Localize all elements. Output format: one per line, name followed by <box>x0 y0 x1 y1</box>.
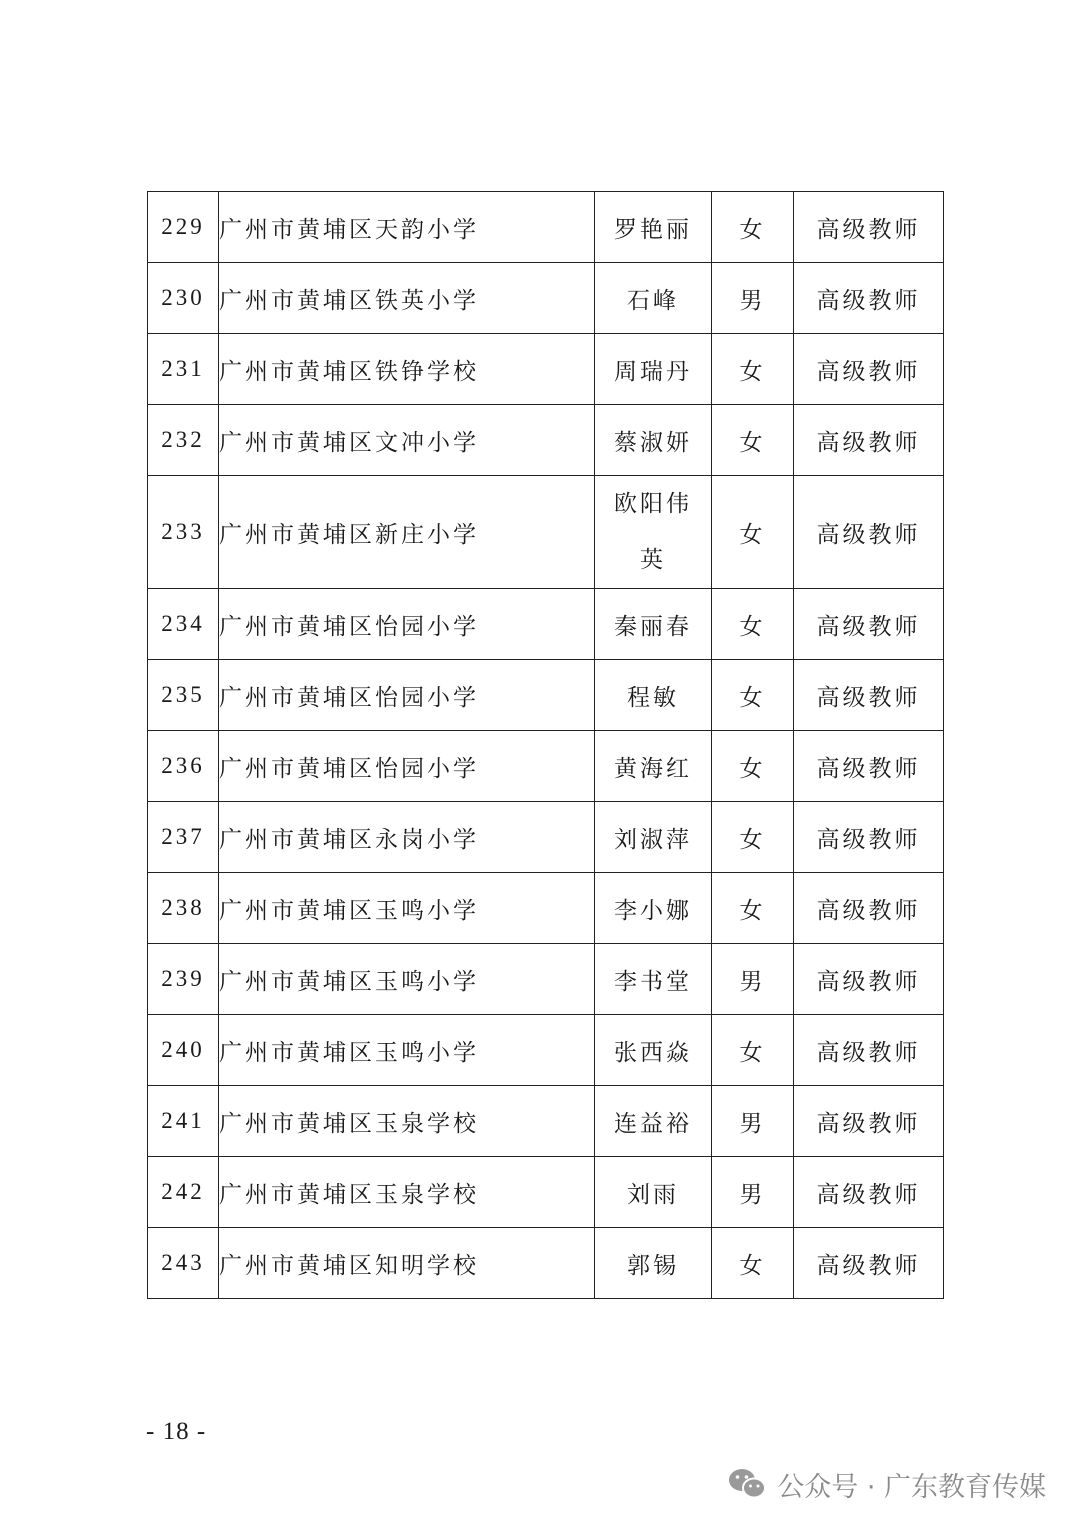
gender: 女 <box>712 731 794 802</box>
gender: 男 <box>712 1157 794 1228</box>
teacher-roster-table <box>147 191 944 1299</box>
teacher-name: 郭锡 <box>595 1228 712 1299</box>
teacher-name: 蔡淑妍 <box>595 405 712 476</box>
school-name: 广州市黄埔区铁铮学校 <box>219 334 595 405</box>
teacher-name: 欧阳伟英 <box>614 491 692 573</box>
table-row <box>148 334 944 405</box>
gender: 女 <box>712 334 794 405</box>
teacher-name: 石峰 <box>595 263 712 334</box>
teacher-name: 程敏 <box>595 660 712 731</box>
row-number: 241 <box>148 1086 219 1157</box>
watermark-text: 公众号 · 广东教育传媒 <box>777 1471 1046 1503</box>
professional-title: 高级教师 <box>794 660 944 731</box>
professional-title: 高级教师 <box>794 1086 944 1157</box>
professional-title: 高级教师 <box>794 263 944 334</box>
gender: 男 <box>712 1086 794 1157</box>
row-number: 243 <box>148 1228 219 1299</box>
school-name: 广州市黄埔区文冲小学 <box>219 405 595 476</box>
row-number: 231 <box>148 334 219 405</box>
professional-title: 高级教师 <box>794 589 944 660</box>
table-row <box>148 944 944 1015</box>
professional-title: 高级教师 <box>794 802 944 873</box>
table-row <box>148 731 944 802</box>
teacher-name: 刘雨 <box>595 1157 712 1228</box>
row-number: 236 <box>148 731 219 802</box>
row-number: 229 <box>148 192 219 263</box>
teacher-name: 罗艳丽 <box>595 192 712 263</box>
school-name: 广州市黄埔区玉鸣小学 <box>219 944 595 1015</box>
school-name: 广州市黄埔区永岗小学 <box>219 802 595 873</box>
table-row <box>148 476 944 589</box>
row-number: 233 <box>148 476 219 589</box>
gender: 女 <box>712 405 794 476</box>
gender: 女 <box>712 1015 794 1086</box>
table-row <box>148 192 944 263</box>
gender: 女 <box>712 589 794 660</box>
gender: 男 <box>712 263 794 334</box>
watermark <box>727 1462 1046 1506</box>
row-number: 239 <box>148 944 219 1015</box>
teacher-name: 李小娜 <box>595 873 712 944</box>
school-name: 广州市黄埔区玉鸣小学 <box>219 1015 595 1086</box>
professional-title: 高级教师 <box>794 731 944 802</box>
wechat-icon <box>727 1467 767 1501</box>
row-number: 232 <box>148 405 219 476</box>
table-row <box>148 1228 944 1299</box>
gender: 女 <box>712 660 794 731</box>
table-row <box>148 802 944 873</box>
table-row <box>148 589 944 660</box>
gender: 男 <box>712 944 794 1015</box>
table-row <box>148 1157 944 1228</box>
table-row <box>148 405 944 476</box>
row-number: 237 <box>148 802 219 873</box>
table-row <box>148 873 944 944</box>
row-number: 240 <box>148 1015 219 1086</box>
gender: 女 <box>712 192 794 263</box>
professional-title: 高级教师 <box>794 334 944 405</box>
table-row <box>148 263 944 334</box>
teacher-name: 李书堂 <box>595 944 712 1015</box>
school-name: 广州市黄埔区知明学校 <box>219 1228 595 1299</box>
school-name: 广州市黄埔区天韵小学 <box>219 192 595 263</box>
table-row <box>148 1015 944 1086</box>
gender: 女 <box>712 1228 794 1299</box>
professional-title: 高级教师 <box>794 1015 944 1086</box>
school-name: 广州市黄埔区怡园小学 <box>219 589 595 660</box>
table-row <box>148 660 944 731</box>
school-name: 广州市黄埔区玉鸣小学 <box>219 873 595 944</box>
professional-title: 高级教师 <box>794 192 944 263</box>
row-number: 230 <box>148 263 219 334</box>
school-name: 广州市黄埔区怡园小学 <box>219 660 595 731</box>
gender: 女 <box>712 802 794 873</box>
row-number: 242 <box>148 1157 219 1228</box>
teacher-name: 张西焱 <box>595 1015 712 1086</box>
teacher-name: 周瑞丹 <box>595 334 712 405</box>
teacher-name-cell <box>595 476 712 589</box>
professional-title: 高级教师 <box>794 944 944 1015</box>
table-row <box>148 1086 944 1157</box>
professional-title: 高级教师 <box>794 1157 944 1228</box>
professional-title: 高级教师 <box>794 1228 944 1299</box>
row-number: 238 <box>148 873 219 944</box>
school-name: 广州市黄埔区怡园小学 <box>219 731 595 802</box>
school-name: 广州市黄埔区玉泉学校 <box>219 1157 595 1228</box>
gender: 女 <box>712 873 794 944</box>
teacher-name: 连益裕 <box>595 1086 712 1157</box>
school-name: 广州市黄埔区玉泉学校 <box>219 1086 595 1157</box>
teacher-name: 刘淑萍 <box>595 802 712 873</box>
row-number: 234 <box>148 589 219 660</box>
school-name: 广州市黄埔区新庄小学 <box>219 476 595 589</box>
page-number: - 18 - <box>146 1418 207 1445</box>
professional-title: 高级教师 <box>794 476 944 589</box>
gender: 女 <box>712 476 794 589</box>
professional-title: 高级教师 <box>794 405 944 476</box>
teacher-name: 黄海红 <box>595 731 712 802</box>
school-name: 广州市黄埔区铁英小学 <box>219 263 595 334</box>
professional-title: 高级教师 <box>794 873 944 944</box>
teacher-name: 秦丽春 <box>595 589 712 660</box>
row-number: 235 <box>148 660 219 731</box>
